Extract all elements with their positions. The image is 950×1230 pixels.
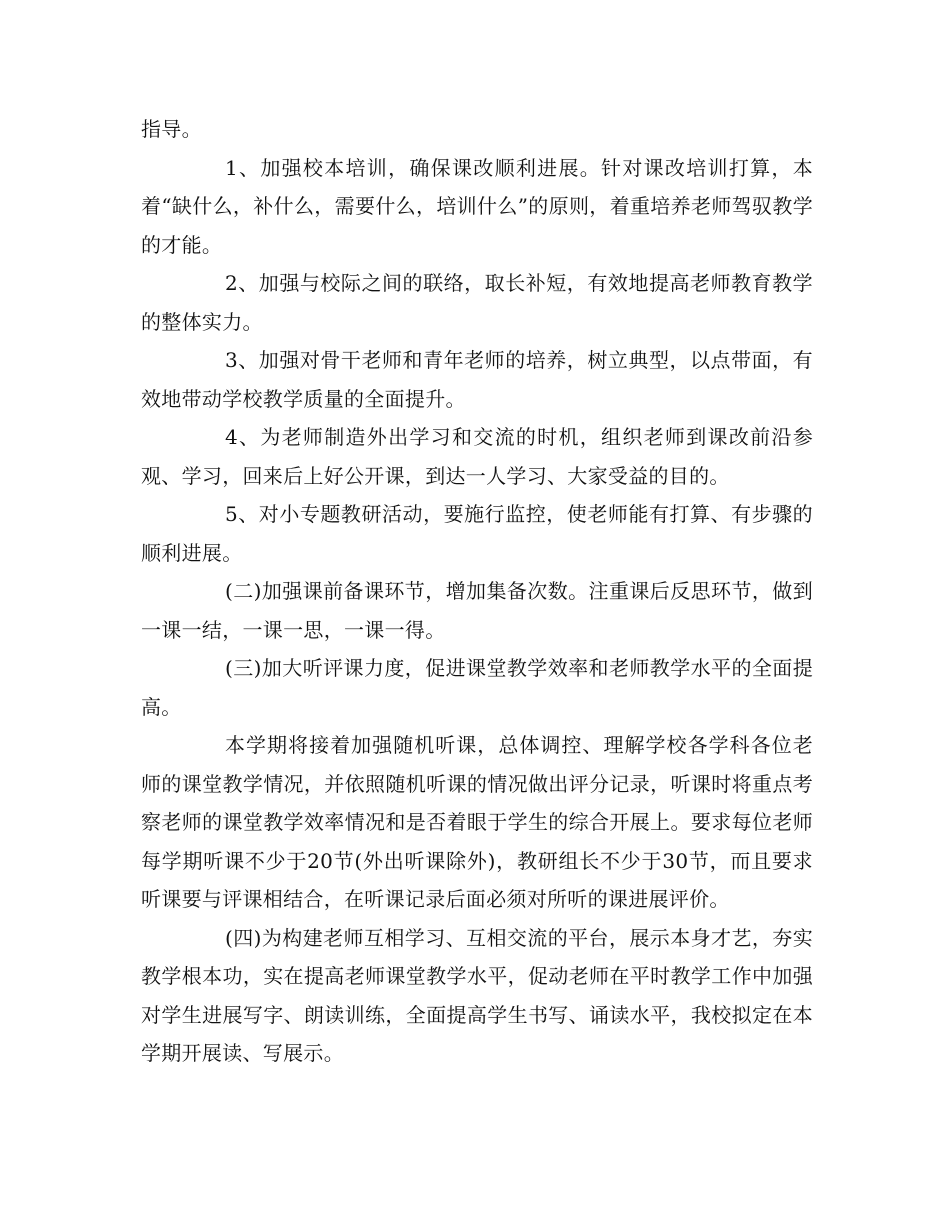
paragraph: 2、加强与校际之间的联络，取长补短，有效地提高老师教育教学的整体实力。 [141,271,813,334]
paragraph: (四)为构建老师互相学习、互相交流的平台，展示本身才艺，夯实教学根本功，实在提高老师课堂教学水平，促动老师在平时教学工作中加强对学生进展写字、朗读训练，全面提高学生书写、诵读水平，我校拟定在本学期开展读、写展示。 [141,925,813,1065]
paragraph: 1、加强校本培训，确保课改顺利进展。针对课改培训打算，本着“缺什么，补什么，需要什么，培训什么”的原则，着重培养老师驾驭教学的才能。 [141,155,813,257]
paragraph: 5、对小专题教研活动，要施行监控，使老师能有打算、有步骤的顺利进展。 [141,502,813,565]
paragraph: 本学期将接着加强随机听课，总体调控、理解学校各学科各位老师的课堂教学情况，并依照随机听课的情况做出评分记录，听课时将重点考察老师的课堂教学效率情况和是否着眼于学生的综合开展上。要求每位老师每学期听课不少于20节(外出听课除外)，教研组长不少于30节，而且要求听课要与评课相结合，在听课记录后面必须对所听的课进展评价。 [141,733,813,911]
paragraph: 3、加强对骨干老师和青年老师的培养，树立典型，以点带面，有效地带动学校教学质量的全面提升。 [141,348,813,411]
paragraph: (三)加大听评课力度，促进课堂教学效率和老师教学水平的全面提高。 [141,656,813,719]
paragraph: 指导。 [141,117,202,141]
paragraph: (二)加强课前备课环节，增加集备次数。注重课后反思环节，做到一课一结，一课一思，一课一得。 [141,579,813,642]
paragraph: 4、为老师制造外出学习和交流的时机，组织老师到课改前沿参观、学习，回来后上好公开课，到达一人学习、大家受益的目的。 [141,425,813,488]
document-body [141,110,813,1073]
